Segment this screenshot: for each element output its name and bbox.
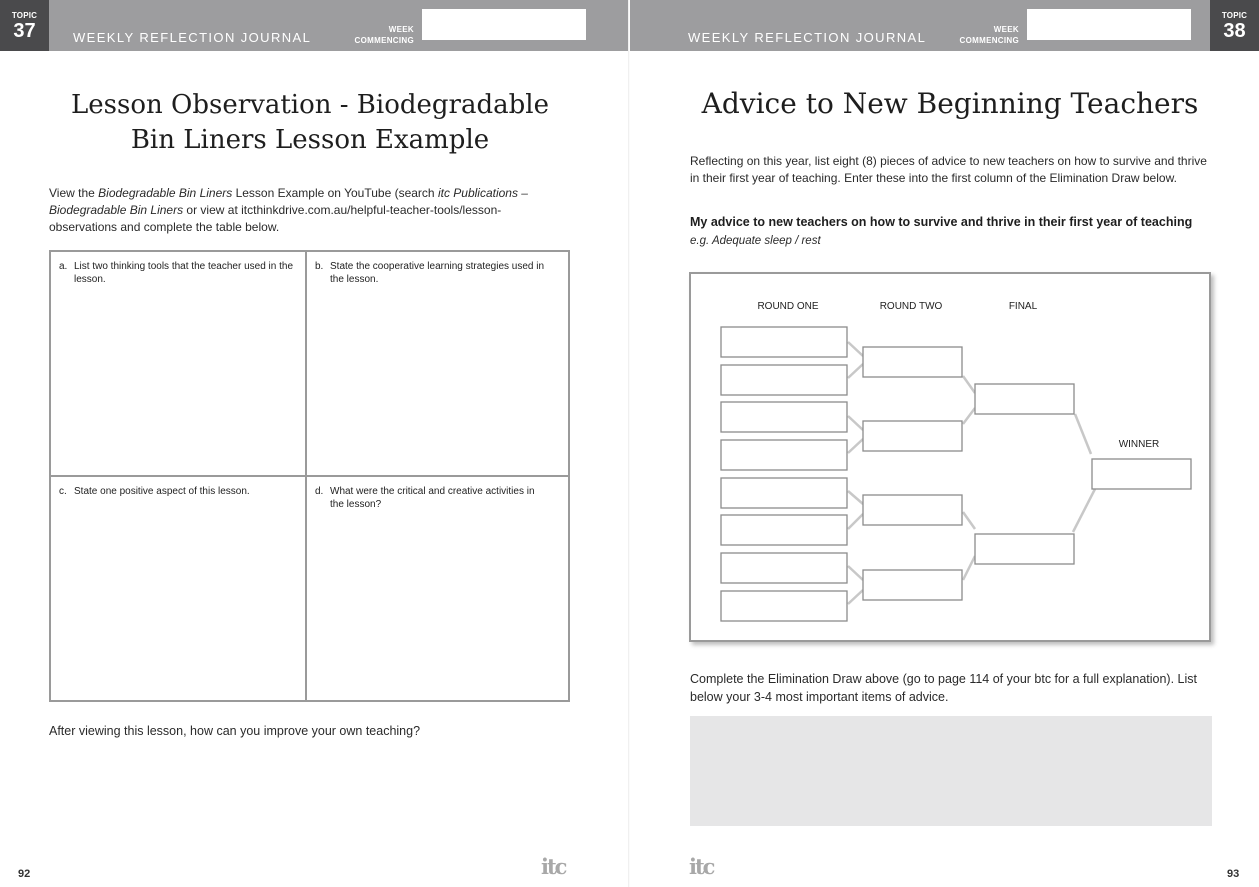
question-text: List two thinking tools that the teacher used in the lesson. bbox=[74, 261, 294, 285]
after-viewing-question: After viewing this lesson, how can you improve your own teaching? bbox=[49, 724, 421, 738]
connector-line bbox=[848, 364, 863, 378]
round-two-slot-3[interactable] bbox=[863, 495, 962, 525]
page-number: 92 bbox=[18, 868, 31, 880]
journal-title: WEEKLY REFLECTION JOURNAL bbox=[688, 30, 927, 45]
round-one-slot-8[interactable] bbox=[721, 591, 847, 621]
question-letter: c. bbox=[59, 486, 67, 497]
itc-logo: itc bbox=[541, 854, 566, 879]
topic-badge bbox=[0, 0, 49, 51]
round-two-label: ROUND TWO bbox=[879, 301, 943, 312]
question-letter: b. bbox=[315, 261, 324, 272]
connector-line bbox=[963, 376, 975, 393]
round-two-slot-2[interactable] bbox=[863, 421, 962, 451]
question-b bbox=[315, 261, 550, 286]
connector-line bbox=[848, 590, 863, 604]
left-page bbox=[0, 0, 629, 887]
title-line-1: Lesson Observation - Biodegradable bbox=[71, 90, 549, 120]
winner-label: WINNER bbox=[1118, 439, 1160, 450]
winner-slot[interactable] bbox=[1092, 459, 1191, 489]
question-a bbox=[59, 261, 294, 286]
week-commencing-input[interactable] bbox=[422, 9, 586, 40]
intro-italic-1: Biodegradable Bin Liners bbox=[98, 186, 233, 200]
intro-paragraph: Reflecting on this year, list eight (8) pieces of advice to new teachers on how to survive and thrive in their first year of teaching. Enter these into the first column of the Elimination Draw below. bbox=[690, 154, 1207, 185]
topic-number: 37 bbox=[13, 20, 36, 42]
round-one-label: ROUND ONE bbox=[757, 301, 819, 312]
week-commencing-input[interactable] bbox=[1027, 9, 1191, 40]
week-label-line-2: COMMENCING bbox=[354, 36, 414, 45]
connector-line bbox=[963, 556, 975, 580]
final-label: FINAL bbox=[1008, 301, 1038, 312]
connector-line bbox=[963, 408, 975, 424]
connector-line bbox=[848, 514, 863, 529]
connector-line bbox=[848, 439, 863, 453]
intro-text-2: Lesson Example on YouTube (search bbox=[232, 186, 438, 200]
question-letter: d. bbox=[315, 486, 324, 497]
round-one-slot-5[interactable] bbox=[721, 478, 847, 508]
complete-instructions: Complete the Elimination Draw above (go to page 114 of your btc for a full explanation). List below your 3-4 most important items of advice. bbox=[690, 672, 1197, 704]
title-line-2: Bin Liners Lesson Example bbox=[130, 125, 490, 155]
connector-line bbox=[848, 491, 863, 504]
cell-d[interactable] bbox=[307, 477, 568, 700]
page-title bbox=[30, 88, 590, 158]
round-one-slot-3[interactable] bbox=[721, 402, 847, 432]
round-two-slot-1[interactable] bbox=[863, 347, 962, 377]
week-commencing-label bbox=[945, 24, 1019, 46]
topic-number: 38 bbox=[1223, 20, 1246, 42]
intro-paragraph bbox=[49, 185, 549, 236]
journal-title: WEEKLY REFLECTION JOURNAL bbox=[73, 30, 312, 45]
question-text: State one positive aspect of this lesson. bbox=[74, 486, 250, 497]
week-label-line-1: WEEK bbox=[388, 25, 414, 34]
topic-badge bbox=[1210, 0, 1259, 51]
intro-text-1: View the bbox=[49, 186, 99, 200]
advice-example: e.g. Adequate sleep / rest bbox=[690, 235, 821, 247]
cell-c[interactable] bbox=[51, 477, 307, 700]
week-commencing-label bbox=[340, 24, 414, 46]
intro-text-3: or view at itcthinkdrive.com.au/helpful-teacher-tools/lesson-observations and complete the table below. bbox=[49, 203, 502, 234]
page-title: Advice to New Beginning Teachers bbox=[701, 87, 1199, 120]
week-label-line-1: WEEK bbox=[993, 25, 1019, 34]
advice-heading: My advice to new teachers on how to survive and thrive in their first year of teaching bbox=[690, 215, 1193, 229]
round-two-slot-4[interactable] bbox=[863, 570, 962, 600]
connector-line bbox=[848, 566, 863, 580]
connector-line bbox=[848, 416, 863, 430]
observation-table bbox=[49, 250, 570, 702]
final-slot-2[interactable] bbox=[975, 534, 1074, 564]
round-one-slot-7[interactable] bbox=[721, 553, 847, 583]
elimination-draw-bracket bbox=[691, 274, 1209, 640]
question-d bbox=[315, 486, 550, 511]
question-c bbox=[59, 486, 294, 499]
round-one-slot-6[interactable] bbox=[721, 515, 847, 545]
question-text: State the cooperative learning strategies used in the lesson. bbox=[330, 261, 545, 285]
connector-line bbox=[963, 512, 975, 529]
round-one-slot-4[interactable] bbox=[721, 440, 847, 470]
final-slot-1[interactable] bbox=[975, 384, 1074, 414]
page-number: 93 bbox=[1227, 868, 1240, 880]
itc-logo: itc bbox=[689, 854, 714, 879]
question-letter: a. bbox=[59, 261, 68, 272]
intro-italic-2: itc Publications –Biodegradable Bin Liners bbox=[49, 186, 528, 217]
round-one-slot-2[interactable] bbox=[721, 365, 847, 395]
question-text: What were the critical and creative activities in the lesson? bbox=[330, 486, 535, 510]
topic-label: TOPIC bbox=[1221, 11, 1248, 20]
week-label-line-2: COMMENCING bbox=[959, 36, 1019, 45]
round-one-slot-1[interactable] bbox=[721, 327, 847, 357]
connector-line bbox=[848, 342, 863, 356]
advice-answer-area[interactable] bbox=[690, 716, 1212, 826]
connector-line bbox=[1075, 414, 1091, 454]
topic-label: TOPIC bbox=[11, 11, 38, 20]
right-page bbox=[630, 0, 1259, 887]
cell-b[interactable] bbox=[307, 252, 568, 477]
elimination-draw bbox=[689, 272, 1211, 642]
connector-line bbox=[1073, 489, 1095, 532]
cell-a[interactable] bbox=[51, 252, 307, 477]
